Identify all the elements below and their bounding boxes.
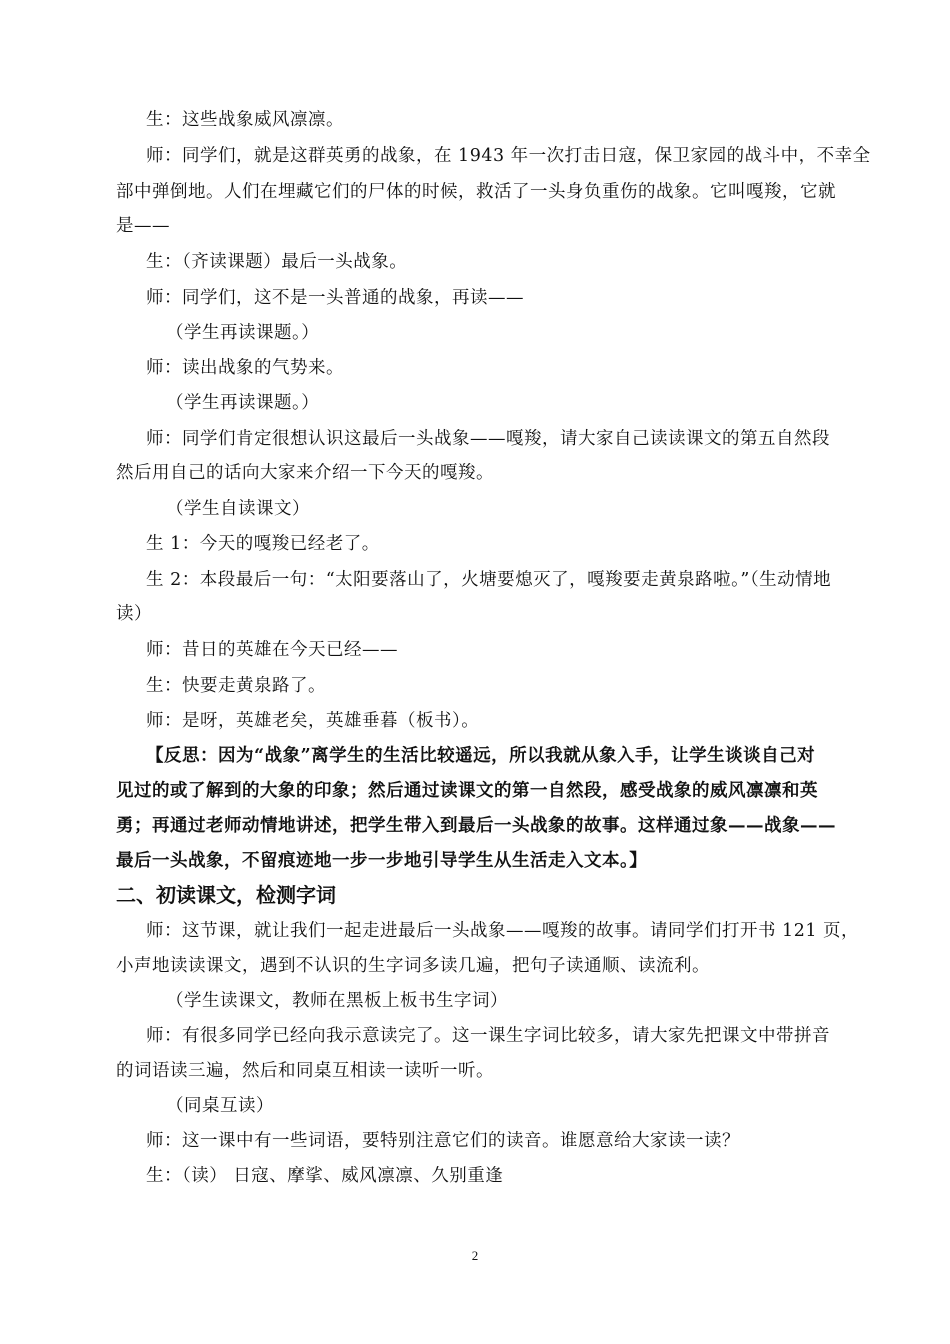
stage-direction: （学生读课文，教师在黑板上板书生字词） — [166, 991, 508, 1011]
dialogue-line: 师：有很多同学已经向我示意读完了。这一课生字词比较多，请大家先把课文中带拼音 — [146, 1026, 830, 1046]
dialogue-line: 师：读出战象的气势来。 — [146, 358, 344, 378]
stage-direction: （学生再读课题。） — [166, 393, 320, 413]
dialogue-line: 生：（齐读课题）最后一头战象。 — [146, 252, 408, 272]
dialogue-line: 小声地读读课文，遇到不认识的生字词多读几遍，把句子读通顺、读流利。 — [116, 956, 710, 976]
dialogue-line: 师：同学们肯定很想认识这最后一头战象——嘎羧，请大家自己读读课文的第五自然段 — [146, 429, 830, 449]
dialogue-line: 生：（读） 日寇、摩挲、威风凛凛、久别重逢 — [146, 1166, 504, 1186]
dialogue-line: 师：这一课中有一些词语，要特别注意它们的读音。谁愿意给大家读一读？ — [146, 1131, 740, 1151]
page-number: 2 — [471, 1248, 479, 1263]
dialogue-line: 师：这节课，就让我们一起走进最后一头战象——嘎羧的故事。请同学们打开书 121 页， — [146, 921, 860, 941]
dialogue-line: 师：昔日的英雄在今天已经—— — [146, 640, 398, 660]
dialogue-line: 然后用自己的话向大家来介绍一下今天的嘎羧。 — [116, 463, 494, 483]
reflection-line: 勇；再通过老师动情地讲述，把学生带入到最后一头战象的故事。这样通过象——战象—— — [116, 816, 836, 836]
dialogue-line: 读） — [116, 604, 152, 624]
dialogue-line: 生：这些战象威风凛凛。 — [146, 110, 344, 130]
stage-direction: （同桌互读） — [166, 1096, 274, 1116]
dialogue-line: 生 2：本段最后一句：“太阳要落山了，火塘要熄灭了，嘎羧要走黄泉路啦。”（生动情地 — [146, 570, 832, 590]
dialogue-line: 的词语读三遍，然后和同桌互相读一读听一听。 — [116, 1061, 494, 1081]
reflection-line: 【反思：因为“战象”离学生的生活比较遥远，所以我就从象入手，让学生谈谈自己对 — [146, 746, 816, 766]
dialogue-line: 是—— — [116, 216, 170, 236]
dialogue-line: 师：同学们，就是这群英勇的战象，在 1943 年一次打击日寇，保卫家园的战斗中，不幸全 — [146, 146, 871, 166]
reflection-line: 见过的或了解到的大象的印象；然后通过读课文的第一自然段，感受战象的威风凛凛和英 — [116, 781, 818, 801]
dialogue-line: 师：是呀，英雄老矣，英雄垂暮（板书）。 — [146, 711, 480, 731]
dialogue-line: 生：快要走黄泉路了。 — [146, 676, 326, 696]
stage-direction: （学生自读课文） — [166, 499, 310, 519]
reflection-line: 最后一头战象，不留痕迹地一步一步地引导学生从生活走入文本。】 — [116, 851, 648, 871]
dialogue-line: 部中弹倒地。人们在埋藏它们的尸体的时候，救活了一头身负重伤的战象。它叫嘎羧，它就 — [116, 182, 836, 202]
dialogue-line: 生 1：今天的嘎羧已经老了。 — [146, 534, 380, 554]
dialogue-line: 师：同学们，这不是一头普通的战象，再读—— — [146, 288, 524, 308]
section-heading: 二、初读课文，检测字词 — [116, 883, 336, 907]
stage-direction: （学生再读课题。） — [166, 323, 320, 343]
